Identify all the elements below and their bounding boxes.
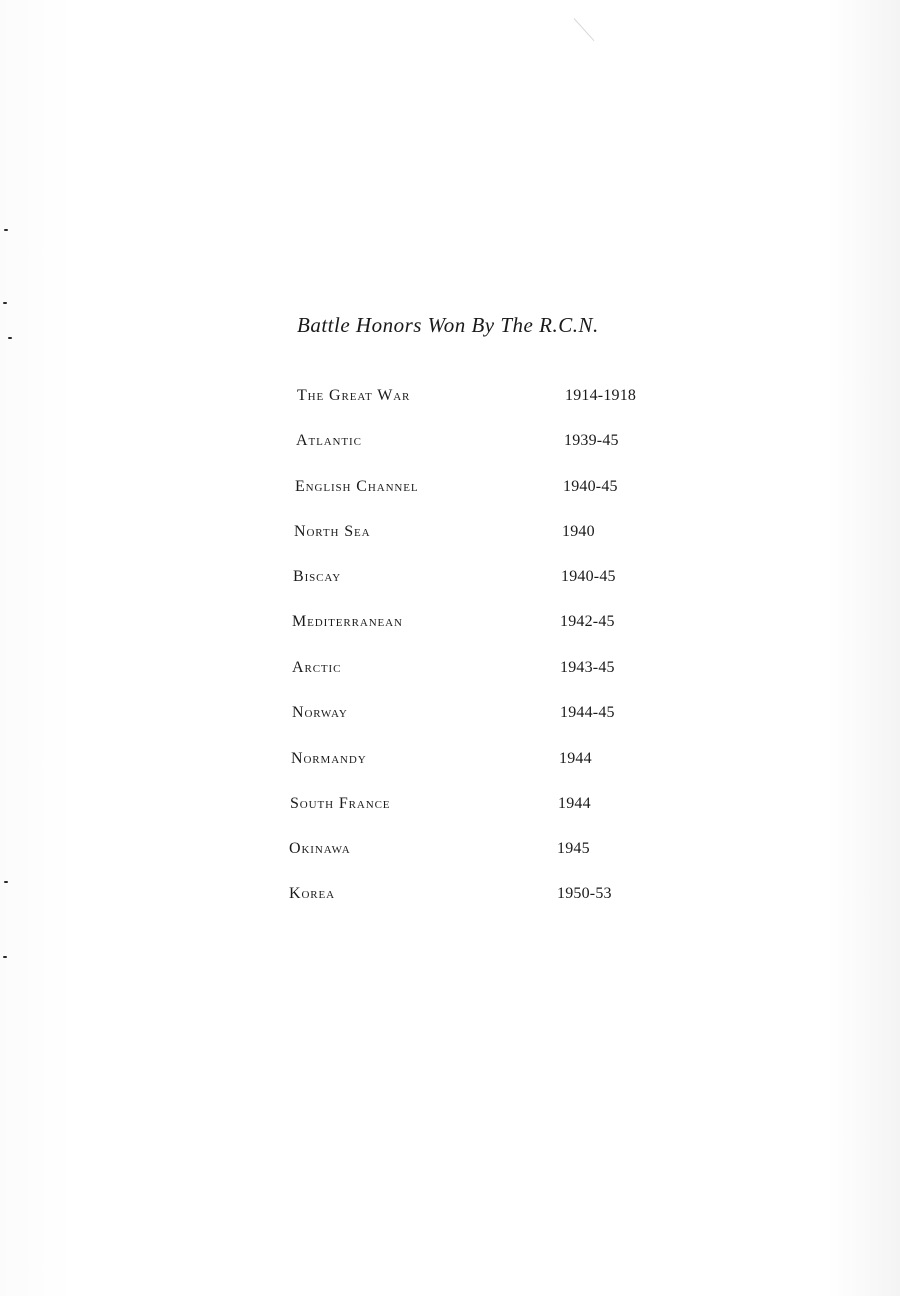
honor-name: Korea — [289, 885, 335, 902]
honor-row-english-channel — [295, 478, 695, 500]
honor-row-norway — [292, 704, 692, 726]
honor-row-great-war — [297, 387, 697, 409]
honor-name: Mediterranean — [292, 613, 403, 630]
honor-name: Atlantic — [296, 432, 362, 449]
honor-years: 1939-45 — [564, 432, 619, 449]
honor-years: 1942-45 — [560, 613, 615, 630]
page-title: Battle Honors Won By The R.C.N. — [297, 313, 599, 337]
honor-row-north-sea — [294, 523, 694, 545]
honor-years: 1944-45 — [560, 704, 615, 721]
honor-years: 1940-45 — [563, 478, 618, 495]
honor-row-south-france — [290, 795, 690, 817]
honor-name: The Great War — [297, 387, 411, 404]
honor-row-mediterranean — [292, 613, 692, 635]
honor-years: 1944 — [559, 750, 592, 767]
honor-years: 1944 — [558, 795, 591, 812]
margin-speck — [4, 229, 8, 231]
margin-speck — [4, 881, 8, 883]
honor-row-arctic — [292, 659, 692, 681]
paper-crease — [574, 18, 595, 41]
honor-years: 1950-53 — [557, 885, 612, 902]
honor-row-biscay — [293, 568, 693, 590]
margin-speck — [8, 337, 12, 339]
margin-speck — [3, 956, 7, 958]
honor-name: Okinawa — [289, 840, 351, 857]
honor-name: Normandy — [291, 750, 367, 767]
honor-row-atlantic — [296, 432, 696, 454]
honor-row-okinawa — [289, 840, 689, 862]
honor-row-korea — [289, 885, 689, 907]
honor-years: 1914-1918 — [565, 387, 637, 404]
honor-years: 1940-45 — [561, 568, 616, 585]
honor-years: 1943-45 — [560, 659, 615, 676]
honor-years: 1940 — [562, 523, 595, 540]
honor-name: South France — [290, 795, 391, 812]
margin-speck — [3, 302, 7, 304]
honor-name: Arctic — [292, 659, 342, 676]
honor-name: English Channel — [295, 478, 419, 495]
honor-row-normandy — [291, 750, 691, 772]
honor-name: Norway — [292, 704, 348, 721]
honor-name: Biscay — [293, 568, 342, 585]
honor-years: 1945 — [557, 840, 590, 857]
honor-name: North Sea — [294, 523, 371, 540]
